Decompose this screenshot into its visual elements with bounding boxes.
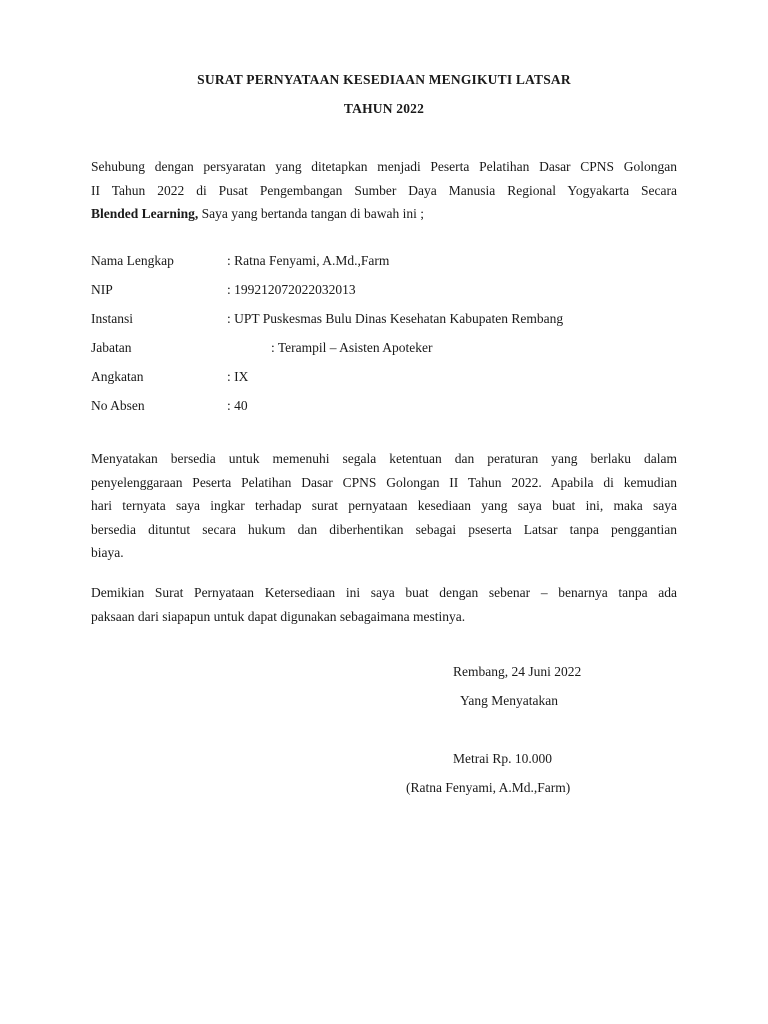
statement-line: Menyatakan bersedia untuk memenuhi segala ketentuan dan peraturan yang berlaku dalam [91, 451, 677, 466]
intro-line: II Tahun 2022 di Pusat Pengembangan Sumber Daya Manusia Regional Yogyakarta Secara [91, 182, 677, 198]
field-value: : Ratna Fenyami, A.Md.,Farm [227, 253, 390, 268]
closing-paragraph [91, 581, 677, 628]
field-value: : IX [227, 369, 249, 384]
field-label: Nama Lengkap [91, 253, 174, 268]
statement-line: penyelenggaraan Peserta Pelatihan Dasar CPNS Golongan II Tahun 2022. Apabila di kemudian [91, 474, 677, 490]
statement-line: biaya. [91, 545, 124, 560]
signature-role: Yang Menyatakan [460, 693, 558, 708]
field-value: : Terampil – Asisten Apoteker [271, 340, 433, 355]
statement-line: hari ternyata saya ingkar terhadap surat pernyataan kesediaan yang saya buat ini, maka saya [91, 498, 677, 513]
field-label: No Absen [91, 398, 145, 413]
document-title: SURAT PERNYATAAN KESEDIAAN MENGIKUTI LATSAR [197, 72, 571, 87]
signature-stamp: Metrai Rp. 10.000 [453, 751, 552, 766]
intro-bold-text: Blended Learning, [91, 206, 199, 221]
field-value: : 199212072022032013 [227, 282, 356, 297]
closing-line: paksaan dari siapapun untuk dapat digunakan sebagaimana mestinya. [91, 608, 466, 624]
field-label: Jabatan [91, 340, 132, 355]
field-value: : 40 [227, 398, 248, 413]
signature-place-date: Rembang, 24 Juni 2022 [453, 664, 582, 679]
field-label: NIP [91, 282, 113, 297]
field-value: : UPT Puskesmas Bulu Dinas Kesehatan Kabupaten Rembang [227, 311, 564, 326]
field-label: Angkatan [91, 369, 144, 384]
intro-line [91, 202, 677, 226]
closing-line: Demikian Surat Pernyataan Ketersediaan ini saya buat dengan sebenar – benarnya tanpa ada [91, 585, 677, 600]
intro-paragraph [91, 155, 677, 226]
statement-paragraph [91, 447, 677, 565]
signature-name: (Ratna Fenyami, A.Md.,Farm) [406, 780, 571, 795]
statement-line: bersedia dituntut secara hukum dan diberhentikan sebagai pseserta Latsar tanpa penggantian [91, 521, 677, 537]
intro-line: Sehubung dengan persyaratan yang ditetapkan menjadi Peserta Pelatihan Dasar CPNS Golongan [91, 159, 677, 174]
intro-text: Saya yang bertanda tangan di bawah ini ; [198, 206, 424, 221]
field-label: Instansi [91, 311, 133, 326]
document-year: TAHUN 2022 [343, 101, 425, 116]
